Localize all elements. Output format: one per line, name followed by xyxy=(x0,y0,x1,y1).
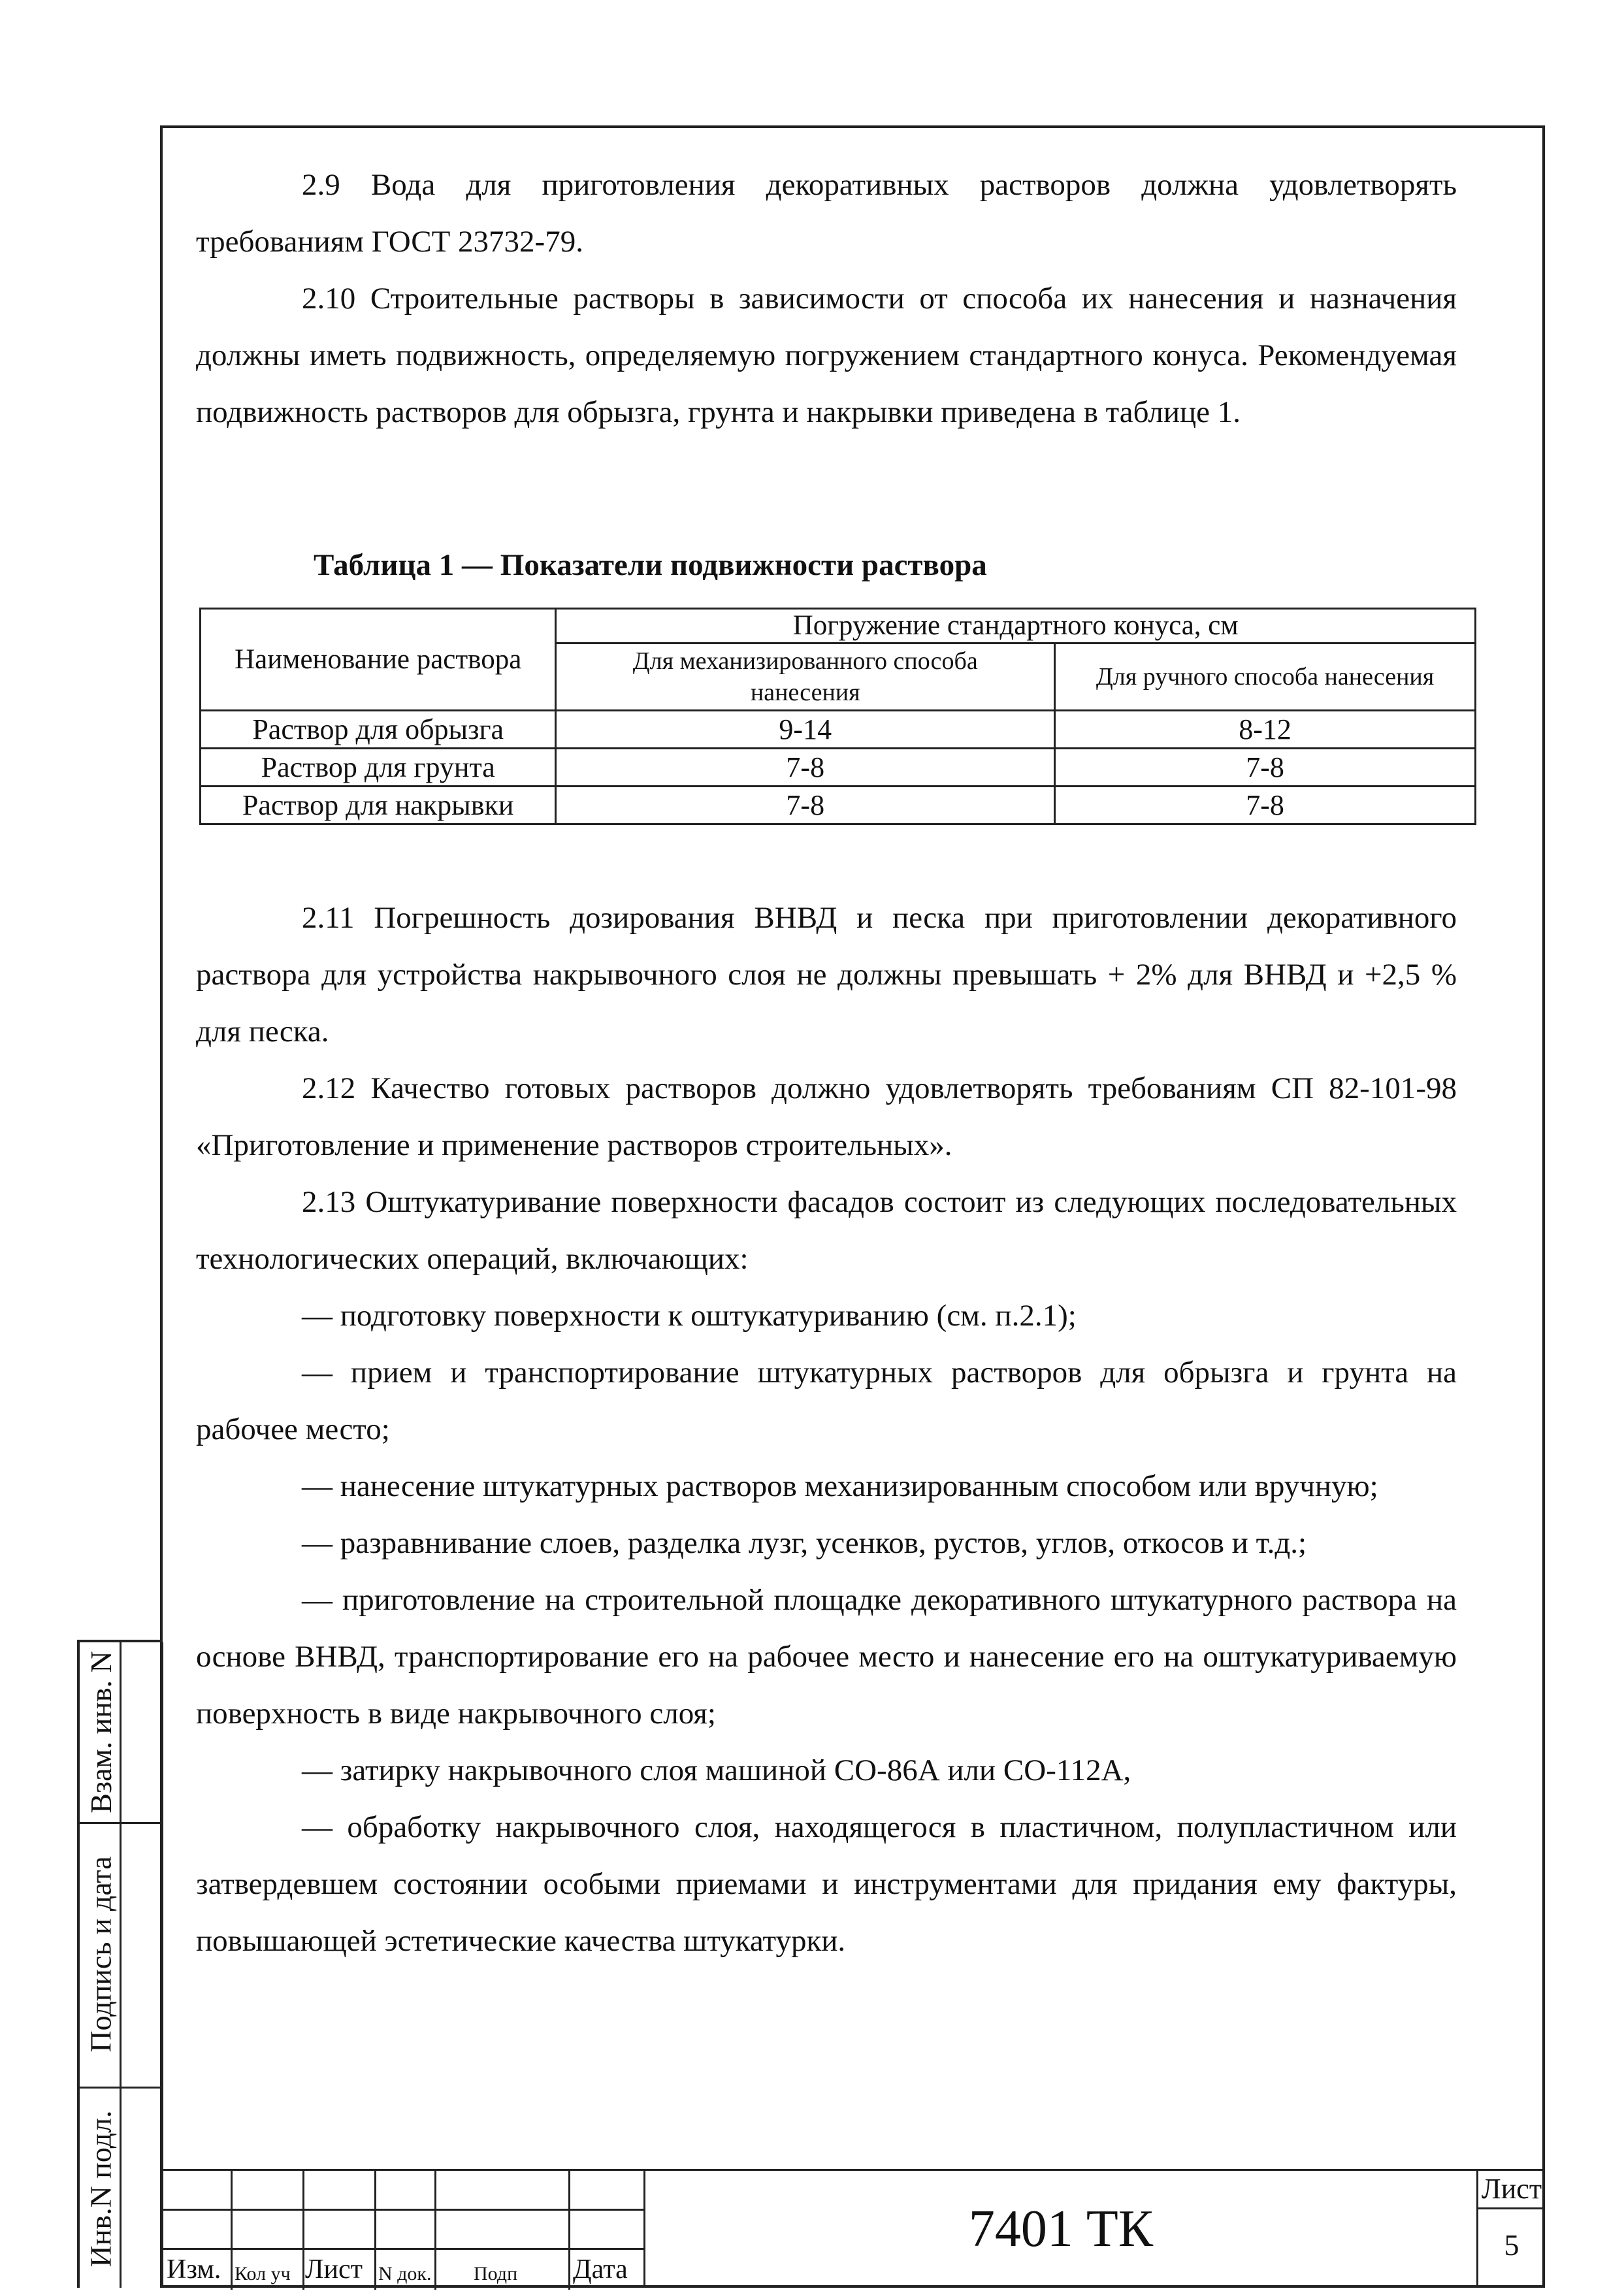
list-label: Лист xyxy=(305,2254,363,2285)
title-block xyxy=(160,2169,1545,2288)
paragraph-2-9: 2.9 Вода для приготовления декоративных растворов должна удовлетворять требованиям ГОСТ 23732-79. xyxy=(196,168,1457,259)
izm-label: Изм. xyxy=(167,2254,221,2285)
list-item: — подготовку поверхности к оштукатуриванию (см. п.2.1); xyxy=(302,1299,1077,1333)
row-mech: 7-8 xyxy=(556,749,1055,787)
side-column-fields xyxy=(122,1642,163,2288)
header-mech: Для механизированного способа нанесения xyxy=(556,643,1055,711)
side-stamp xyxy=(77,1640,161,2288)
row-name: Раствор для обрызга xyxy=(201,711,556,749)
list-item: — прием и транспортирование штукатурных растворов для обрызга и грунта на рабочее место; xyxy=(196,1356,1457,1446)
table-caption: Таблица 1 — Показатели подвижности раствора xyxy=(314,548,987,582)
mobility-table xyxy=(199,608,1476,825)
row-name: Раствор для грунта xyxy=(201,749,556,787)
sheet-label: Лист xyxy=(1478,2171,1545,2209)
table-row xyxy=(201,711,1476,749)
sheet-box xyxy=(1476,2169,1545,2288)
row-name: Раствор для накрывки xyxy=(201,787,556,824)
sheet-number: 5 xyxy=(1504,2228,1519,2262)
body-top xyxy=(196,157,1457,441)
header-name: Наименование раствора xyxy=(201,609,556,711)
header-group: Погружение стандартного конуса, см xyxy=(556,609,1476,643)
list-item: — обработку накрывочного слоя, находящегося в пластичном, полупластичном или затвердевшем состоянии особыми приемами и инструментами для придания ему фактуры, повышающей эстетические качества штукатурки. xyxy=(196,1810,1457,1958)
kol-uch-label: Кол уч xyxy=(235,2263,291,2285)
list-item: — нанесение штукатурных растворов механизированным способом или вручную; xyxy=(302,1469,1378,1503)
paragraph-2-11: 2.11 Погрешность дозирования ВНВД и песка при приготовлении декоративного раствора для устройства накрывочного слоя не должны превышать + 2% для ВНВД и +2,5 % для песка. xyxy=(196,901,1457,1049)
table-row xyxy=(201,787,1476,824)
podpis-data-label: Подпись и дата xyxy=(84,1856,118,2053)
n-dok-label: N док. xyxy=(378,2263,432,2285)
data-label: Дата xyxy=(573,2254,628,2285)
row-manual: 7-8 xyxy=(1055,749,1476,787)
podp-label: Подп xyxy=(474,2263,518,2285)
row-manual: 8-12 xyxy=(1055,711,1476,749)
list-item: — затирку накрывочного слоя машиной СО-86А или СО-112А, xyxy=(302,1753,1131,1787)
paragraph-2-12: 2.12 Качество готовых растворов должно удовлетворять требованиям СП 82-101-98 «Приготовление и применение растворов строительных». xyxy=(196,1071,1457,1162)
document-code: 7401 ТК xyxy=(643,2169,1476,2288)
vzam-inv-label: Взам. инв. N xyxy=(84,1651,118,1813)
body-bottom xyxy=(196,890,1457,1970)
row-mech: 9-14 xyxy=(556,711,1055,749)
list-item: — приготовление на строительной площадке декоративного штукатурного раствора на основе ВНВД, транспортирование его на рабочее место и нанесение его на оштукатуриваемую поверхность в виде накрывочного слоя; xyxy=(196,1583,1457,1731)
paragraph-2-13: 2.13 Оштукатуривание поверхности фасадов состоит из следующих последовательных технологических операций, включающих: xyxy=(196,1185,1457,1276)
row-manual: 7-8 xyxy=(1055,787,1476,824)
list-item: — разравнивание слоев, разделка лузг, усенков, рустов, углов, откосов и т.д.; xyxy=(302,1526,1307,1560)
header-manual: Для ручного способа нанесения xyxy=(1055,643,1476,711)
row-mech: 7-8 xyxy=(556,787,1055,824)
paragraph-2-10: 2.10 Строительные растворы в зависимости от способа их нанесения и назначения должны иметь подвижность, определяемую погружением стандартного конуса. Рекомендуемая подвижность растворов для обрызга, грунта и накрывки приведена в таблице 1. xyxy=(196,282,1457,429)
revision-grid xyxy=(160,2169,643,2288)
table-row xyxy=(201,749,1476,787)
inv-podl-label: Инв.N подл. xyxy=(84,2110,118,2267)
